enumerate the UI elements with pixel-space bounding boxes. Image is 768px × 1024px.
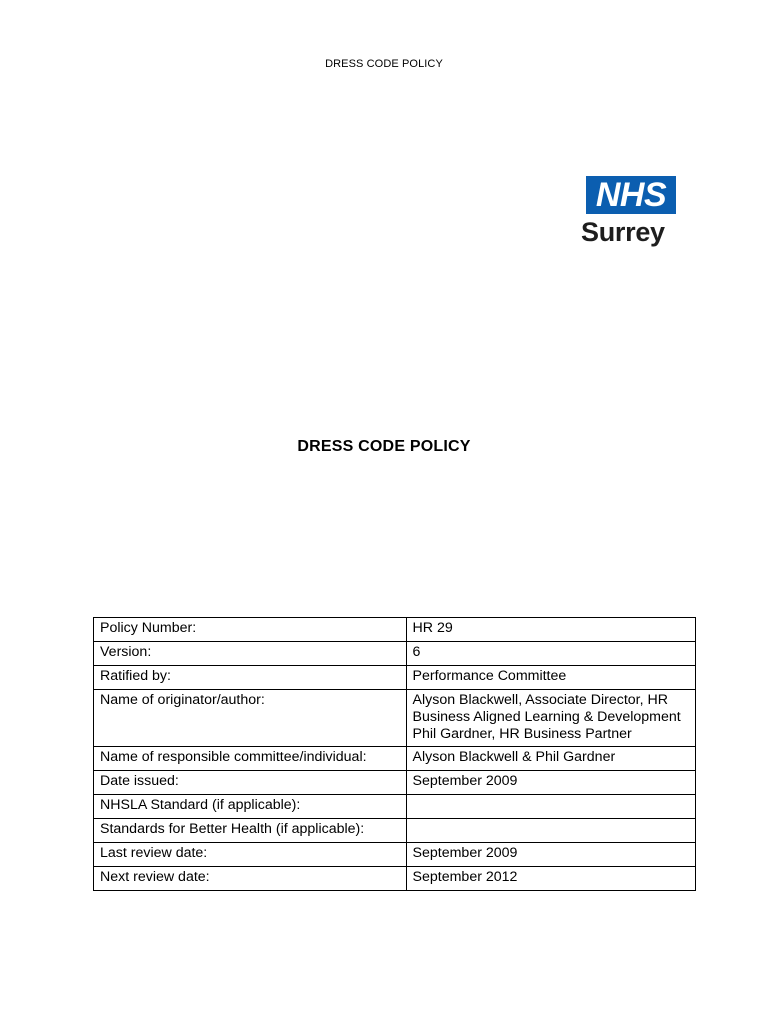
- table-row: [94, 690, 696, 747]
- table-row: [94, 867, 696, 891]
- row-label: Version:: [94, 642, 407, 666]
- nhs-logo-box: NHS: [586, 176, 676, 214]
- running-header: DRESS CODE POLICY: [325, 58, 443, 70]
- row-label: Ratified by:: [94, 666, 407, 690]
- row-label: Policy Number:: [94, 618, 407, 642]
- row-label: Date issued:: [94, 771, 407, 795]
- row-label: Next review date:: [94, 867, 407, 891]
- table-row: [94, 771, 696, 795]
- nhs-surrey-logo: [578, 176, 678, 252]
- row-value: HR 29: [406, 618, 695, 642]
- row-value: September 2009: [406, 771, 695, 795]
- table-row: [94, 843, 696, 867]
- org-name: Surrey: [581, 217, 665, 247]
- table-row: [94, 747, 696, 771]
- row-label: Last review date:: [94, 843, 407, 867]
- row-value: September 2009: [406, 843, 695, 867]
- policy-info-table: [93, 617, 696, 891]
- row-label: Name of responsible committee/individual:: [94, 747, 407, 771]
- row-value: Alyson Blackwell, Associate Director, HR Business Aligned Learning & Development Phil Gardner, HR Business Partner: [406, 690, 695, 747]
- row-value: 6: [406, 642, 695, 666]
- table-row: [94, 666, 696, 690]
- table-row: [94, 642, 696, 666]
- row-label: Name of originator/author:: [94, 690, 407, 747]
- table-row: [94, 618, 696, 642]
- row-value: Performance Committee: [406, 666, 695, 690]
- table-row: [94, 795, 696, 819]
- row-value: [406, 795, 695, 819]
- document-title: DRESS CODE POLICY: [297, 438, 471, 455]
- row-label: NHSLA Standard (if applicable):: [94, 795, 407, 819]
- row-value: [406, 819, 695, 843]
- table-row: [94, 819, 696, 843]
- row-value: Alyson Blackwell & Phil Gardner: [406, 747, 695, 771]
- row-label: Standards for Better Health (if applicable):: [94, 819, 407, 843]
- row-value: September 2012: [406, 867, 695, 891]
